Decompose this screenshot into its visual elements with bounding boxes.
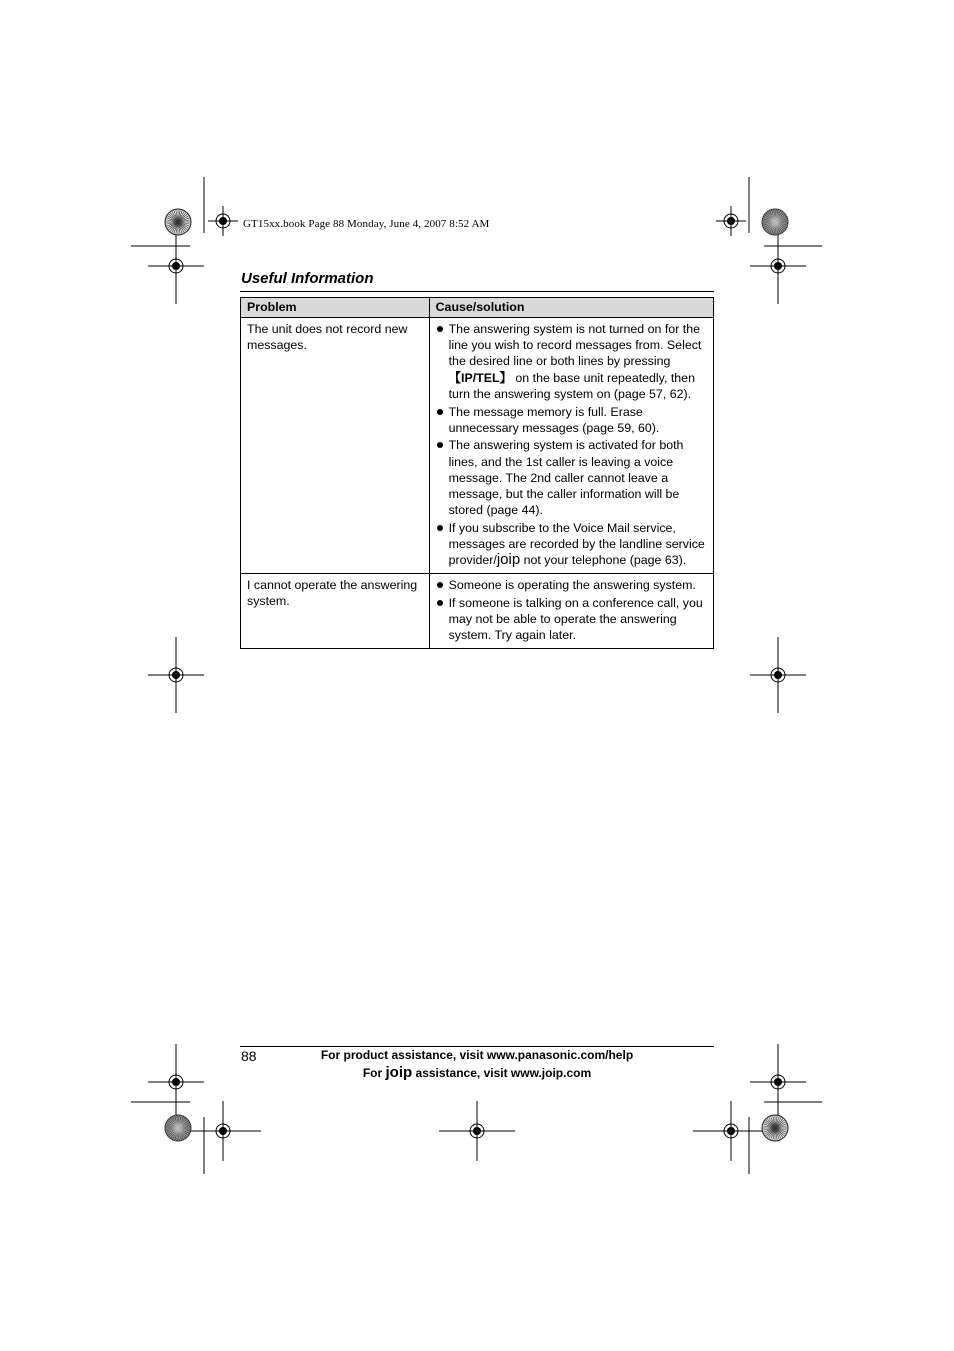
- problem-cell: The unit does not record new messages.: [241, 318, 430, 574]
- section-title: Useful Information: [241, 270, 374, 287]
- page-number: 88: [241, 1048, 257, 1064]
- print-header: GT15xx.book Page 88 Monday, June 4, 2007 8:52 AM: [243, 218, 490, 230]
- starburst-mark: [165, 1115, 191, 1141]
- starburst-mark: [762, 209, 788, 235]
- solution-cell: [429, 318, 713, 574]
- footer-rule: [240, 1046, 714, 1047]
- solution-item: The answering system is not turned on for the line you wish to record messages from. Select the desired line or both lines by pressing 【IP/TEL】 on the base unit repeatedly, then turn the answering system on (page 57, 62).: [436, 321, 707, 402]
- problem-cell: I cannot operate the answering system.: [241, 574, 430, 649]
- title-rule: [240, 291, 714, 292]
- registration-target: [716, 206, 746, 236]
- registration-target: [208, 206, 238, 236]
- table-row: [241, 574, 714, 649]
- footer-joip-line: For joip assistance, visit www.joip.com: [362, 1064, 592, 1081]
- registration-target: [148, 228, 204, 304]
- solution-list: [436, 321, 707, 569]
- solution-list: [436, 577, 707, 643]
- registration-target: [148, 637, 204, 713]
- registration-target: [185, 1101, 261, 1161]
- joip-logo: joip: [496, 551, 521, 569]
- solution-item: The answering system is activated for both lines, and the 1st caller is leaving a voice message. The 2nd caller cannot leave a message, but the caller information will be stored (page 44).: [436, 437, 707, 518]
- solution-item: If you subscribe to the Voice Mail service, messages are recorded by the landline service provider/joip not your telephone (page 63).: [436, 520, 707, 569]
- solution-item: Someone is operating the answering system.: [436, 577, 707, 593]
- table-row: [241, 318, 714, 574]
- joip-logo: joip: [385, 1064, 413, 1081]
- troubleshooting-table: [240, 297, 714, 649]
- registration-target: [439, 1101, 515, 1161]
- solution-item: If someone is talking on a conference call, you may not be able to operate the answering system. Try again later.: [436, 595, 707, 644]
- starburst-mark: [762, 1115, 788, 1141]
- header-cause-solution: Cause/solution: [429, 298, 713, 318]
- solution-cell: [429, 574, 713, 649]
- registration-target: [750, 228, 806, 304]
- registration-target: [693, 1101, 769, 1161]
- registration-target: [750, 1044, 806, 1120]
- starburst-mark: [165, 209, 191, 235]
- solution-item: The message memory is full. Erase unnecessary messages (page 59, 60).: [436, 404, 707, 436]
- registration-target: [148, 1044, 204, 1120]
- footer-assistance-line: For product assistance, visit www.panasonic.com/help: [320, 1048, 634, 1062]
- header-problem: Problem: [241, 298, 430, 318]
- table-header-row: [241, 298, 714, 318]
- registration-target: [750, 637, 806, 713]
- ip-tel-key: 【IP/TEL】: [448, 370, 512, 385]
